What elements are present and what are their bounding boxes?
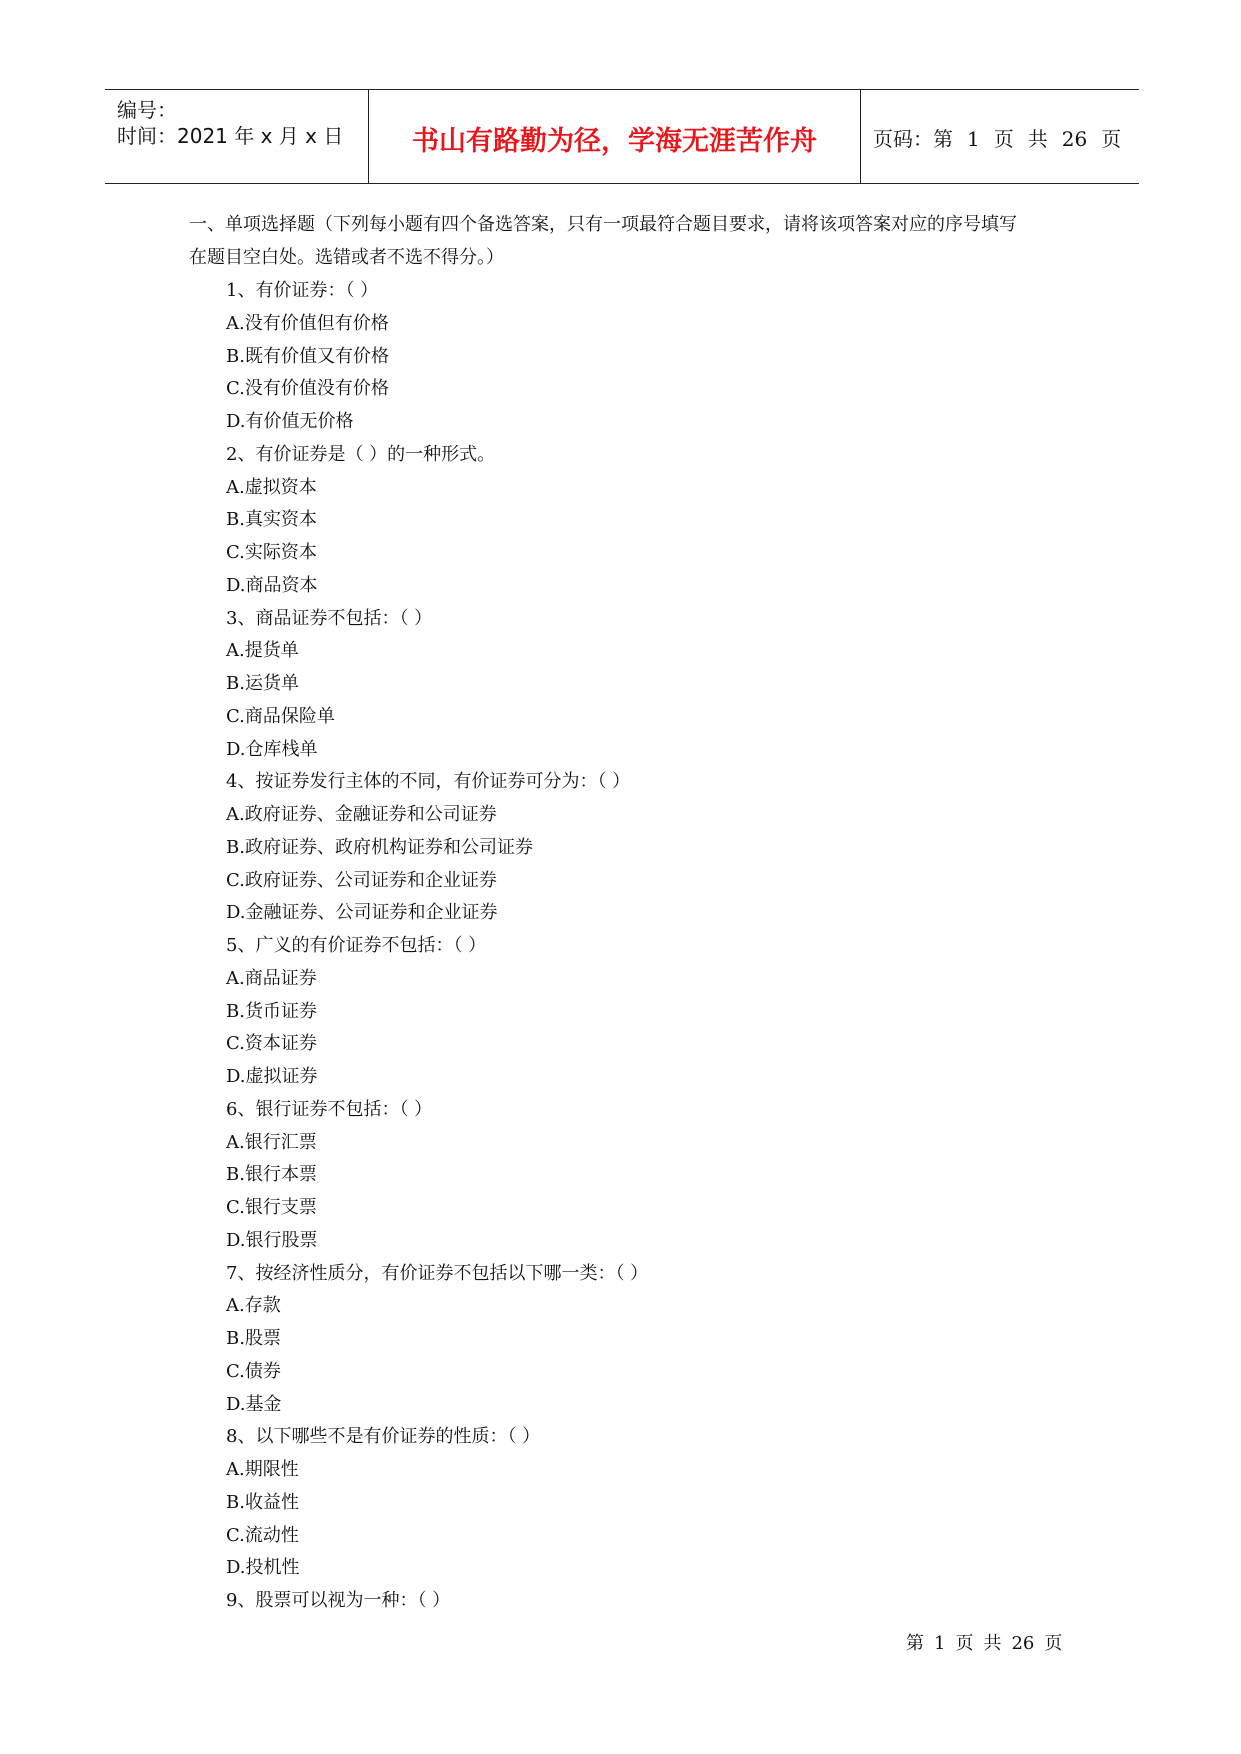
question-stem: 2、有价证券是（ ）的一种形式。 — [226, 443, 496, 465]
answer-option: A.期限性 — [226, 1459, 299, 1480]
question-stem: 9、股票可以视为一种：（ ） — [226, 1590, 451, 1611]
answer-option: D.仓库栈单 — [226, 738, 318, 760]
question-stem: 4、按证券发行主体的不同，有价证券可分为：（ ） — [226, 771, 631, 793]
answer-option: A.虚拟资本 — [226, 476, 317, 498]
section-intro-line-2: 在题目空白处。选错或者不选不得分。） — [189, 247, 504, 268]
answer-option: D.基金 — [226, 1393, 282, 1415]
footer-prefix: 第 — [906, 1633, 924, 1654]
page-total-prefix: 共 — [1027, 127, 1048, 151]
page-total: 26 — [1061, 127, 1088, 151]
answer-option: B.既有价值又有价格 — [226, 345, 389, 367]
footer-suffix: 页 — [1044, 1633, 1063, 1654]
answer-option: B.银行本票 — [226, 1164, 317, 1186]
answer-option: D.商品资本 — [226, 574, 318, 596]
motto-text: 书山有路勤为径，学海无涯苦作舟 — [412, 126, 817, 157]
page-suffix: 页 — [1101, 127, 1122, 151]
answer-option: C.债券 — [226, 1360, 281, 1382]
answer-option: A.没有价值但有价格 — [226, 312, 389, 334]
footer-total-prefix: 共 — [983, 1633, 1002, 1654]
number-label: 编号： — [117, 98, 177, 122]
page-current: 1 — [967, 127, 980, 151]
answer-option: B.股票 — [226, 1328, 281, 1349]
header-motto-cell — [368, 90, 861, 183]
answer-option: C.商品保险单 — [226, 705, 335, 727]
answer-option: A.商品证券 — [226, 967, 317, 989]
page-footer — [906, 1629, 1062, 1655]
question-stem: 3、商品证券不包括：（ ） — [226, 607, 433, 629]
answer-option: B.真实资本 — [226, 509, 317, 531]
answer-option: C.政府证券、公司证券和企业证券 — [226, 869, 497, 891]
question-stem: 7、按经济性质分，有价证券不包括以下哪一类：（ ） — [226, 1262, 649, 1284]
question-stem: 1、有价证券：（ ） — [226, 280, 379, 301]
answer-option: C.没有价值没有价格 — [226, 378, 389, 400]
answer-option: D.投机性 — [226, 1557, 300, 1579]
footer-mid: 页 — [955, 1633, 974, 1654]
question-stem: 6、银行证券不包括：（ ） — [226, 1098, 433, 1120]
page-prefix: 页码：第 — [873, 127, 953, 151]
answer-option: D.金融证券、公司证券和企业证券 — [226, 902, 498, 924]
answer-option: C.实际资本 — [226, 542, 317, 563]
answer-option: D.银行股票 — [226, 1229, 318, 1251]
page-mid: 页 — [993, 127, 1014, 151]
answer-option: B.运货单 — [226, 673, 299, 694]
answer-option: B.政府证券、政府机构证券和公司证券 — [226, 836, 533, 858]
answer-option: B.货币证券 — [226, 1000, 317, 1022]
answer-option: A.存款 — [226, 1295, 281, 1317]
header-page-info — [873, 123, 1121, 152]
time-label: 时间：2021 年 x 月 x 日 — [117, 124, 344, 148]
header-meta-cell — [105, 90, 368, 183]
section-intro-line-1: 一、单项选择题（下列每小题有四个备选答案，只有一项最符合题目要求，请将该项答案对应的序号填写 — [189, 214, 1017, 235]
answer-option: A.银行汇票 — [226, 1131, 317, 1153]
answer-option: C.银行支票 — [226, 1197, 317, 1218]
answer-option: A.提货单 — [226, 640, 299, 662]
question-stem: 5、广义的有价证券不包括：（ ） — [226, 935, 487, 956]
answer-option: C.资本证券 — [226, 1033, 317, 1055]
footer-current: 1 — [934, 1633, 946, 1654]
document-header — [105, 89, 1139, 184]
question-stem: 8、以下哪些不是有价证券的性质：（ ） — [226, 1426, 541, 1448]
footer-total: 26 — [1011, 1633, 1035, 1654]
answer-option: A.政府证券、金融证券和公司证券 — [226, 804, 497, 825]
answer-option: D.有价值无价格 — [226, 411, 354, 432]
header-page-cell — [861, 90, 1139, 183]
answer-option: C.流动性 — [226, 1524, 299, 1546]
answer-option: B.收益性 — [226, 1491, 299, 1513]
answer-option: D.虚拟证券 — [226, 1066, 318, 1087]
